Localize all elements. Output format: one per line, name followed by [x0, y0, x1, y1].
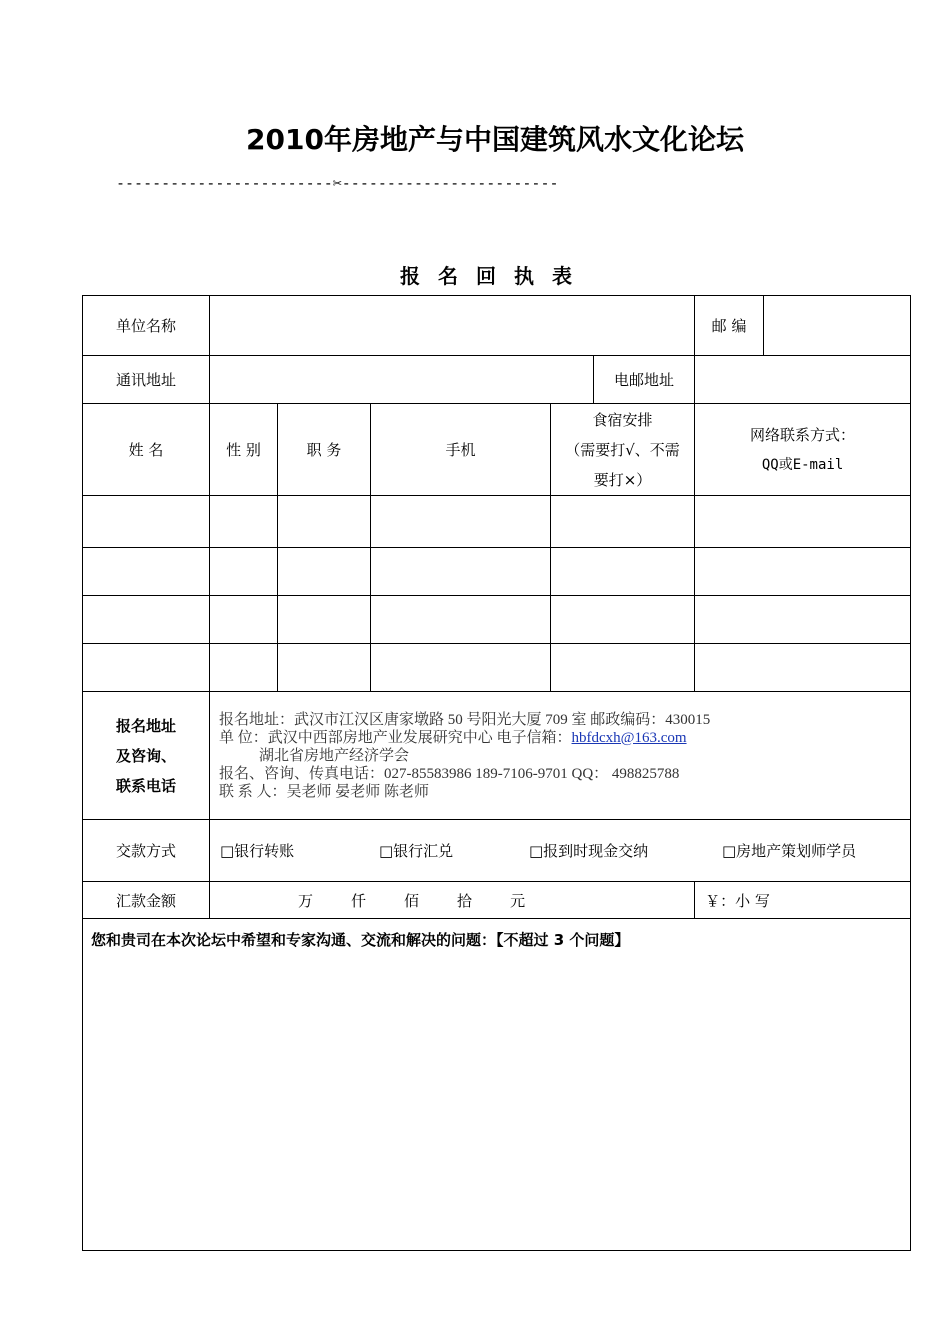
cell-gender[interactable]	[210, 596, 278, 644]
contact-email-link[interactable]: hbfdcxh@163.com	[571, 729, 687, 746]
cell-name[interactable]	[83, 548, 210, 596]
header-lodging	[551, 404, 695, 496]
amount-capital-field[interactable]	[210, 882, 695, 919]
field-email[interactable]	[695, 356, 911, 404]
label-postcode: 邮 编	[695, 296, 764, 356]
row-questions	[83, 919, 911, 1251]
attendee-row	[83, 548, 911, 596]
cell-gender[interactable]	[210, 548, 278, 596]
header-network-line1: 网络联系方式：	[750, 425, 856, 444]
header-name: 姓 名	[83, 404, 210, 496]
attendee-row	[83, 644, 911, 692]
contact-person-line: 联 系 人：吴老师 晏老师 陈老师	[219, 783, 430, 800]
contact-unit-line	[219, 729, 910, 747]
row-address	[83, 356, 911, 404]
document-title: 2010年房地产与中国建筑风水文化论坛	[246, 123, 744, 156]
field-postcode[interactable]	[764, 296, 911, 356]
cell-position[interactable]	[278, 548, 371, 596]
form-title: 报名回执表	[400, 264, 590, 288]
field-unit-name[interactable]	[210, 296, 695, 356]
cell-network[interactable]	[695, 496, 911, 548]
header-lodging-line3: 要打×）	[593, 470, 652, 489]
contact-address-line: 报名地址：武汉市江汉区唐家墩路 50 号阳光大厦 709 室 邮政编码：430015	[219, 711, 711, 728]
amount-unit-shi: 拾	[457, 891, 473, 910]
cell-position[interactable]	[278, 596, 371, 644]
cell-mobile[interactable]	[371, 548, 551, 596]
cell-lodging[interactable]	[551, 644, 695, 692]
header-network-contact	[695, 404, 911, 496]
label-contact-line2: 及咨询、	[115, 746, 176, 765]
label-payment-method: 交款方式	[83, 820, 210, 882]
header-position: 职 务	[278, 404, 371, 496]
cell-position[interactable]	[278, 496, 371, 548]
cell-lodging[interactable]	[551, 496, 695, 548]
cell-mobile[interactable]	[371, 496, 551, 548]
row-contact-info	[83, 692, 911, 820]
amount-unit-qian: 仟	[351, 891, 367, 910]
cell-lodging[interactable]	[551, 596, 695, 644]
cell-name[interactable]	[83, 644, 210, 692]
contact-unit-text: 单 位：武汉中西部房地产业发展研究中心 电子信箱：	[219, 729, 572, 746]
row-attendee-header	[83, 404, 911, 496]
cell-name[interactable]	[83, 496, 210, 548]
label-contact-line3: 联系电话	[115, 776, 176, 795]
cell-lodging[interactable]	[551, 548, 695, 596]
cell-network[interactable]	[695, 548, 911, 596]
contact-association-line: 湖北省房地产经济学会	[259, 747, 410, 764]
cell-network[interactable]	[695, 596, 911, 644]
payment-option-bank-remittance[interactable]: □银行汇兑	[379, 842, 454, 860]
header-lodging-line2: （需要打√、不需	[565, 440, 680, 459]
payment-option-planner-student[interactable]: □房地产策划师学员	[722, 842, 857, 860]
label-contact-line1: 报名地址	[115, 716, 176, 735]
field-address[interactable]	[210, 356, 594, 404]
amount-unit-bai: 佰	[404, 891, 420, 910]
label-unit-name: 单位名称	[83, 296, 210, 356]
questions-label: 您和贵司在本次论坛中希望和专家沟通、交流和解决的问题：【不超过 3 个问题】	[91, 931, 630, 949]
questions-field[interactable]	[83, 919, 911, 1251]
header-gender: 性 别	[210, 404, 278, 496]
attendee-row	[83, 596, 911, 644]
contact-info-block	[210, 692, 911, 820]
cell-gender[interactable]	[210, 644, 278, 692]
payment-option-cash-on-arrival[interactable]: □报到时现金交纳	[529, 842, 649, 860]
cell-mobile[interactable]	[371, 596, 551, 644]
registration-form-table	[82, 295, 911, 1251]
label-contact-info	[83, 692, 210, 820]
header-lodging-line1: 食宿安排	[592, 410, 653, 429]
row-amount	[83, 882, 911, 919]
payment-options	[210, 820, 911, 882]
cell-position[interactable]	[278, 644, 371, 692]
label-address: 通讯地址	[83, 356, 210, 404]
payment-option-bank-transfer[interactable]: □银行转账	[220, 842, 295, 860]
contact-phone-line: 报名、咨询、传真电话：027-85583986 189-7106-9701 QQ： 498825788	[219, 765, 680, 782]
cell-name[interactable]	[83, 596, 210, 644]
label-email: 电邮地址	[594, 356, 695, 404]
header-network-line2: QQ或E-mail	[761, 456, 844, 473]
amount-unit-yuan: 元	[510, 891, 526, 910]
cell-mobile[interactable]	[371, 644, 551, 692]
label-amount: 汇款金额	[83, 882, 210, 919]
cut-line-separator: ------------------------✂------------------------	[116, 174, 559, 192]
attendee-row	[83, 496, 911, 548]
amount-small-field[interactable]: ￥：小 写	[695, 882, 911, 919]
cell-gender[interactable]	[210, 496, 278, 548]
row-payment-method	[83, 820, 911, 882]
header-mobile: 手机	[371, 404, 551, 496]
row-unit-name	[83, 296, 911, 356]
cell-network[interactable]	[695, 644, 911, 692]
amount-unit-wan: 万	[298, 891, 314, 910]
